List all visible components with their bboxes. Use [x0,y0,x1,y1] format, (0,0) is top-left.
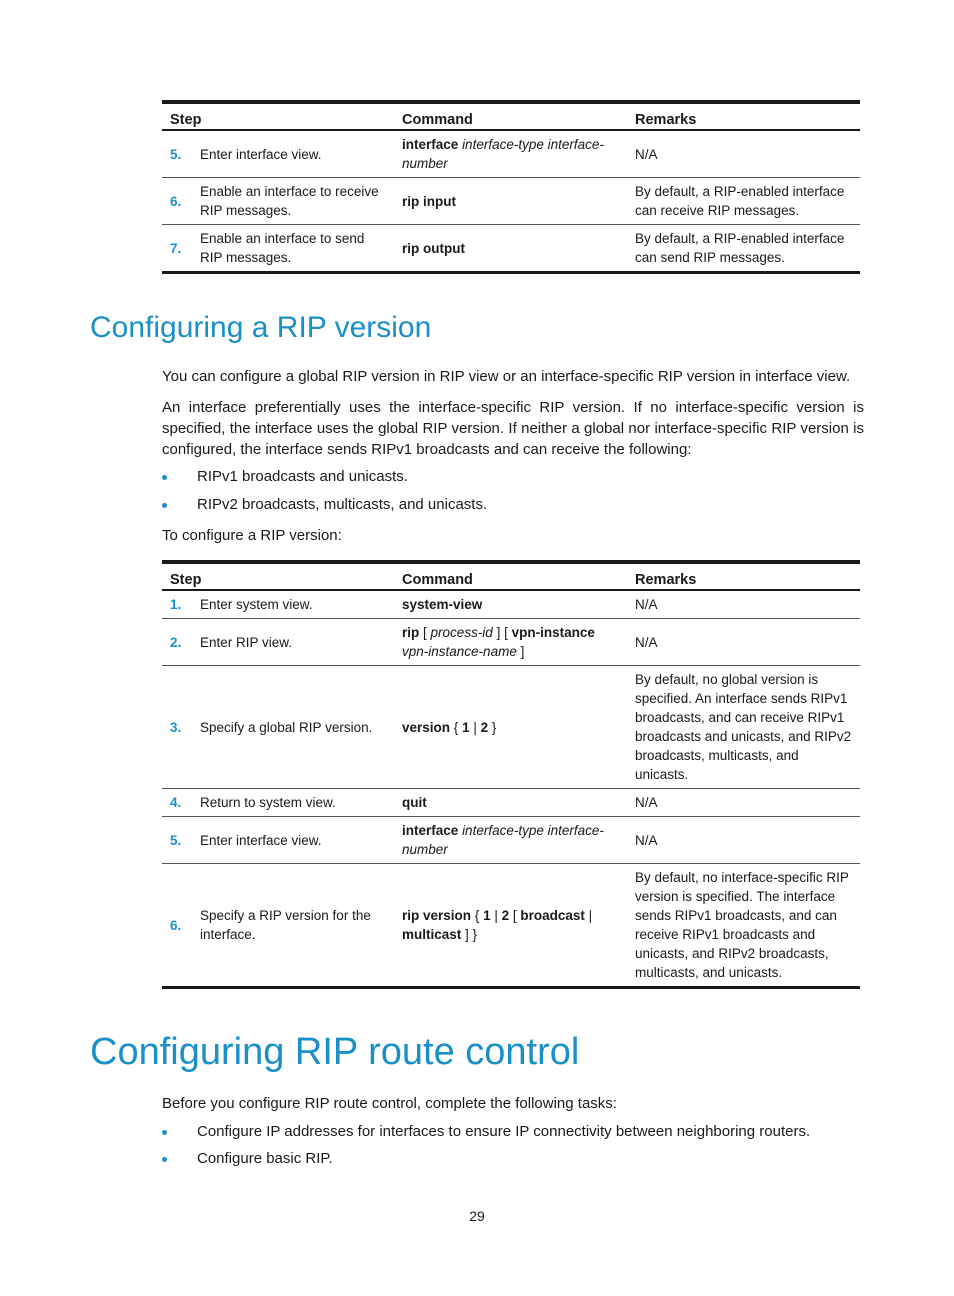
command-segment: interface-type interface-number [402,823,604,857]
command-segment: [ [419,625,431,640]
step-command [394,864,627,988]
command-segment: rip [402,625,420,640]
header-remarks: Remarks [627,562,860,590]
table-row [162,619,860,666]
step-remarks: By default, a RIP-enabled interface can receive RIP messages. [627,178,860,225]
bullet-dot-icon [162,1157,167,1162]
step-number: 5. [162,817,196,864]
table-row [162,817,860,864]
step-remarks: By default, a RIP-enabled interface can send RIP messages. [627,225,860,273]
header-remarks: Remarks [627,102,860,130]
table-row [162,789,860,817]
step-number: 5. [162,130,196,178]
table-header-row [162,102,860,130]
command-segment: [ [509,908,521,923]
table-row [162,178,860,225]
page-number: 29 [469,1208,485,1224]
chapter-title-route-control: Configuring RIP route control [90,1031,580,1073]
command-segment: { [471,908,484,923]
command-segment: version [402,719,451,735]
step-command [394,178,627,225]
step-description: Enter interface view. [196,130,394,178]
header-command: Command [394,102,627,130]
step-number: 1. [162,590,196,619]
step-command [394,666,627,789]
bullet-text: Configure basic RIP. [197,1150,333,1167]
bullet-text: Configure IP addresses for interfaces to ensure IP connectivity between neighboring routers. [197,1123,811,1140]
step-remarks: N/A [627,817,860,864]
command-segment: 2 [501,908,510,923]
step-number: 4. [162,789,196,817]
command-segment: { [450,719,463,735]
command-segment: 2 [480,719,489,735]
table-row [162,130,860,178]
step-command [394,590,627,619]
command-segment: 1 [483,908,491,923]
paragraph-to-configure: To configure a RIP version: [162,527,342,544]
header-step: Step [162,562,394,590]
step-description: Enter system view. [196,590,394,619]
step-description: Return to system view. [196,789,394,817]
table-row [162,666,860,789]
step-description: Specify a global RIP version. [196,666,394,789]
command-segment: ] [ [492,625,512,640]
header-step: Step [162,102,394,130]
command-segment: rip input [402,193,457,209]
table-row [162,590,860,619]
bullet-dot-icon [162,503,167,508]
step-description: Specify a RIP version for the interface. [196,864,394,988]
command-segment: | [490,908,502,923]
command-segment: broadcast [520,908,585,923]
command-segment: quit [402,795,427,810]
command-segment: system-view [402,597,483,612]
step-command [394,619,627,666]
table1-body [162,130,860,273]
step-remarks: N/A [627,590,860,619]
header-command: Command [394,562,627,590]
command-segment: process-id [430,625,493,640]
command-segment: interface [402,823,459,838]
command-segment: vpn-instance-name [402,644,517,659]
bullet-text: RIPv1 broadcasts and unicasts. [197,468,408,485]
paragraph-preference: An interface preferentially uses the interface-specific RIP version. If no interface-specific version is specified, the interface uses the global RIP version. If neither a global nor interface-specific RIP version is configured, the interface sends RIPv1 broadcasts and can receive the following: [162,399,864,458]
command-segment: multicast [402,927,462,942]
command-segment: vpn-instance [511,625,595,640]
step-description: Enter interface view. [196,817,394,864]
paragraph-intro: You can configure a global RIP version in RIP view or an interface-specific RIP version in interface view. [162,368,851,385]
command-segment: ] } [461,927,478,942]
command-segment: interface [402,137,459,152]
step-remarks: N/A [627,619,860,666]
step-command [394,817,627,864]
step-command [394,130,627,178]
step-number: 6. [162,178,196,225]
command-segment: ] [516,644,525,659]
command-segment: interface-type interface-number [402,137,604,171]
step-remarks: N/A [627,130,860,178]
step-command [394,789,627,817]
step-number: 2. [162,619,196,666]
bullet-dot-icon [162,475,167,480]
step-remarks: By default, no interface-specific RIP version is specified. The interface sends RIPv1 broadcasts, and can receive RIPv1 broadcasts and unicasts, and RIPv2 broadcasts, multicasts, and unicasts. [627,864,860,988]
bullet-text: RIPv2 broadcasts, multicasts, and unicasts. [197,496,488,513]
step-remarks: N/A [627,789,860,817]
paragraph-before: Before you configure RIP route control, complete the following tasks: [162,1095,617,1112]
step-number: 3. [162,666,196,789]
table-row [162,864,860,988]
table-steps-1 [162,100,860,274]
table-steps-2 [162,560,860,989]
command-segment: } [488,719,497,735]
command-segment: 1 [462,719,470,735]
step-description: Enable an interface to receive RIP messages. [196,178,394,225]
step-command [394,225,627,273]
command-segment: | [584,908,593,923]
table-header-row [162,562,860,590]
command-segment: rip output [402,240,465,256]
section-title-rip-version: Configuring a RIP version [90,311,432,344]
step-number: 6. [162,864,196,988]
step-number: 7. [162,225,196,273]
command-segment: rip version [402,908,472,923]
table2-body [162,590,860,988]
step-description: Enable an interface to send RIP messages. [196,225,394,273]
step-description: Enter RIP view. [196,619,394,666]
bullet-dot-icon [162,1130,167,1135]
command-segment: | [469,719,481,735]
table-row [162,225,860,273]
step-remarks: By default, no global version is specified. An interface sends RIPv1 broadcasts, and can receive RIPv1 broadcasts and unicasts, and RIPv2 broadcasts, multicasts, and unicasts. [627,666,860,789]
